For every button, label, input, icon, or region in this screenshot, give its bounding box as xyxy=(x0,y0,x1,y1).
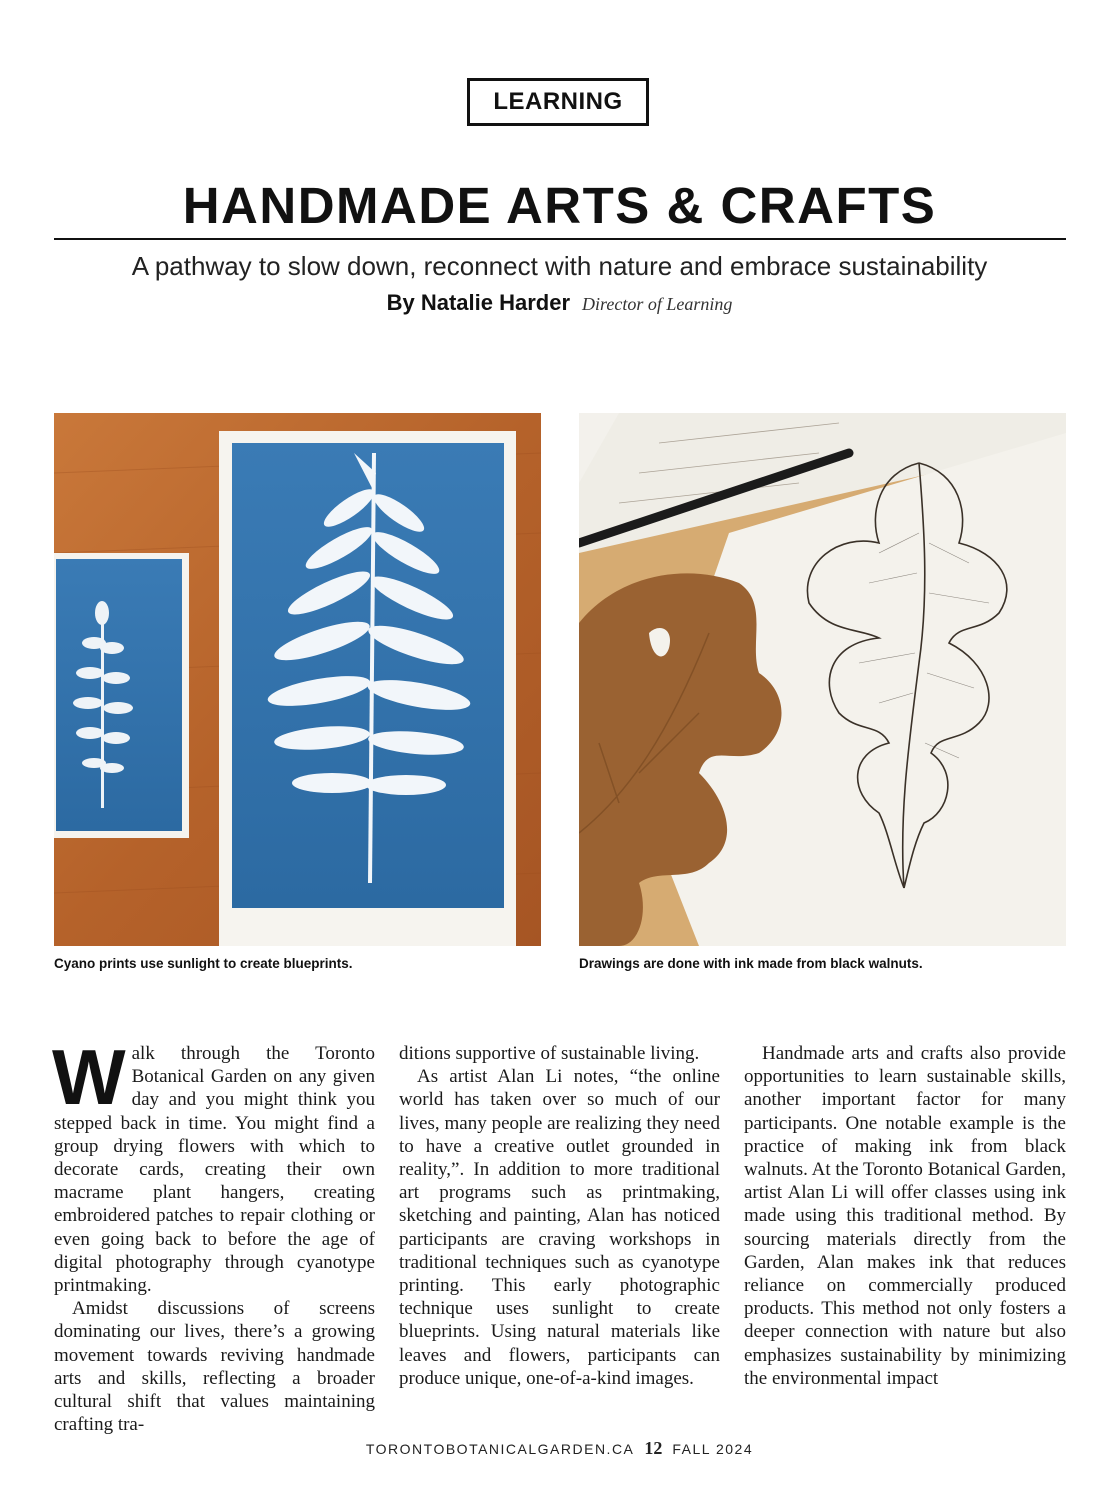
caption-ink-drawing: Drawings are done with ink made from black walnuts. xyxy=(579,956,923,971)
body-column-1 xyxy=(52,1033,375,1436)
byline xyxy=(0,288,1119,320)
cyanotype-photo xyxy=(54,413,541,946)
section-tag: LEARNING xyxy=(467,78,649,126)
footer xyxy=(0,1438,1119,1459)
paragraph-3: As artist Alan Li notes, “the online world has taken over so much of our lives, many people are realizing they need to have a creative outlet grounded in reality,”. In addition to more traditional art programs such as printmaking, sketching and painting, Alan has noticed participants are craving workshops in traditional techniques such as cyanotype printing. This early photographic technique uses sunlight to create blueprints. Using natural materials like leaves and flowers, participants can produce unique, one-of-a-kind images. xyxy=(399,1066,720,1389)
paragraph-1-text: alk through the Toronto Botanical Garden on any given day and you might think you stepped back in time. You might find a group drying flowers with which to decorate cards, creating their own macrame plant hangers, creating embroidered patches to repair clothing or even going back to before the age of digital photography through cyanotype printmaking. xyxy=(54,1043,375,1297)
footer-site: TORONTOBOTANICALGARDEN.CA xyxy=(365,1441,635,1457)
paragraph-1 xyxy=(52,1033,375,1297)
subtitle: A pathway to slow down, reconnect with nature and embrace sustainability xyxy=(131,251,988,281)
page-number: 12 xyxy=(644,1438,663,1458)
ink-drawing-photo xyxy=(579,413,1066,946)
body-column-2 xyxy=(399,1042,720,1390)
headline-rule xyxy=(54,238,1066,240)
footer-issue: FALL 2024 xyxy=(672,1441,754,1457)
byline-role: Director of Learning xyxy=(582,294,733,314)
byline-author: By Natalie Harder xyxy=(386,290,571,315)
caption-cyanotype: Cyano prints use sunlight to create blueprints. xyxy=(54,956,353,971)
body-column-3 xyxy=(744,1042,1066,1390)
paragraph-2: Amidst discussions of screens dominating our lives, there’s a growing movement towards reviving handmade arts and skills, reflecting a broader cultural shift that values maintaining crafting tra- xyxy=(54,1298,375,1436)
paragraph-4: Handmade arts and crafts also provide opportunities to learn sustainable skills, another important factor for many participants. One notable example is the practice of making ink from black walnuts. At the Toronto Botanical Garden, artist Alan Li will offer classes using ink made using this traditional method. By sourcing materials directly from the Garden, Alan makes ink that reduces reliance on commercially produced products. This method not only fosters a deeper connection with nature but also emphasizes sustainability by minimizing the environmental impact xyxy=(744,1043,1066,1389)
headline: HANDMADE ARTS & CRAFTS xyxy=(182,177,937,234)
paragraph-2-continued: ditions supportive of sustainable living. xyxy=(399,1043,700,1064)
drop-cap: W xyxy=(52,1033,126,1121)
